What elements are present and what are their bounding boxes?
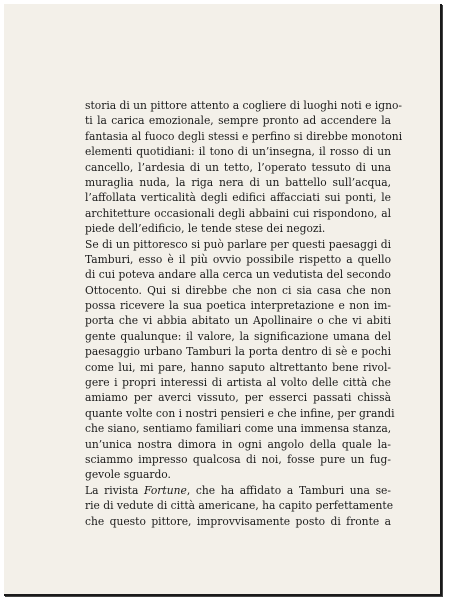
text-line: l’affollata verticalità degli edifici affacciati sui ponti, le bbox=[85, 191, 391, 205]
body-text bbox=[85, 98, 403, 529]
text-line: Tamburi, esso è il più ovvio possibile rispetto a quello bbox=[85, 252, 391, 266]
text-line: rie di vedute di città americane, ha capito perfettamente bbox=[85, 499, 394, 513]
text-line: Se di un pittoresco si può parlare per questi paesaggi di bbox=[85, 237, 391, 251]
text-line: amiamo per averci vissuto, per esserci passati chissà bbox=[85, 391, 391, 405]
text-line: storia di un pittore attento a cogliere di luoghi noti e igno- bbox=[85, 99, 403, 112]
text-line: sciammo impresso qualcosa di noi, fosse pure un fug- bbox=[85, 452, 391, 466]
text-line: gere i propri interessi di artista al volto delle città che bbox=[85, 376, 391, 390]
text-run: La rivista bbox=[85, 483, 145, 497]
text-line: quante volte con i nostri pensieri e che infine, per grandi bbox=[85, 406, 395, 420]
magazine-title: Fortune bbox=[144, 483, 187, 497]
text-line: architetture occasionali degli abbaini cui rispondono, al bbox=[85, 206, 391, 220]
text-line: che siano, sentiamo familiari come una immensa stanza, bbox=[85, 422, 392, 436]
text-run: , che ha affidato a Tamburi una se- bbox=[186, 483, 391, 497]
text-line: piede dell’edificio, le tende stese dei negozi. bbox=[85, 222, 326, 236]
text-line: possa ricevere la sua poetica interpretazione e non im- bbox=[85, 299, 391, 313]
text-line: paesaggio urbano Tamburi la porta dentro di sè e pochi bbox=[85, 345, 391, 359]
paragraph-3 bbox=[85, 483, 394, 529]
text-line: ti la carica emozionale, sempre pronto ad accendere la bbox=[85, 114, 391, 128]
text-line: di cui poteva andare alla cerca un vedutista del secondo bbox=[85, 268, 391, 282]
text-line: porta che vi abbia abitato un Apollinaire o che vi abiti bbox=[85, 314, 391, 328]
text-line: Ottocento. Qui si direbbe che non ci sia casa che non bbox=[85, 283, 391, 297]
book-page bbox=[4, 4, 442, 596]
paragraph-2 bbox=[85, 237, 395, 483]
text-line: gente qualunque: il valore, la significazione umana del bbox=[85, 329, 391, 343]
text-line: fantasia al fuoco degli stessi e perfino si direbbe monotoni bbox=[85, 129, 403, 143]
paragraph-1 bbox=[85, 98, 403, 237]
text-line bbox=[85, 483, 391, 498]
text-line: elementi quotidiani: il tono di un’insegna, il rosso di un bbox=[85, 145, 391, 159]
text-line: cancello, l’ardesia di un tetto, l’operato tessuto di una bbox=[85, 160, 391, 174]
text-line: come lui, mi pare, hanno saputo altrettanto bene rivol- bbox=[85, 360, 391, 374]
text-line: che questo pittore, improvvisamente posto di fronte a bbox=[85, 514, 391, 528]
text-line: un’unica nostra dimora in ogni angolo della quale la- bbox=[85, 437, 391, 451]
text-line: muraglia nuda, la riga nera di un battello sull’acqua, bbox=[85, 175, 391, 189]
text-line: gevole sguardo. bbox=[85, 468, 171, 482]
